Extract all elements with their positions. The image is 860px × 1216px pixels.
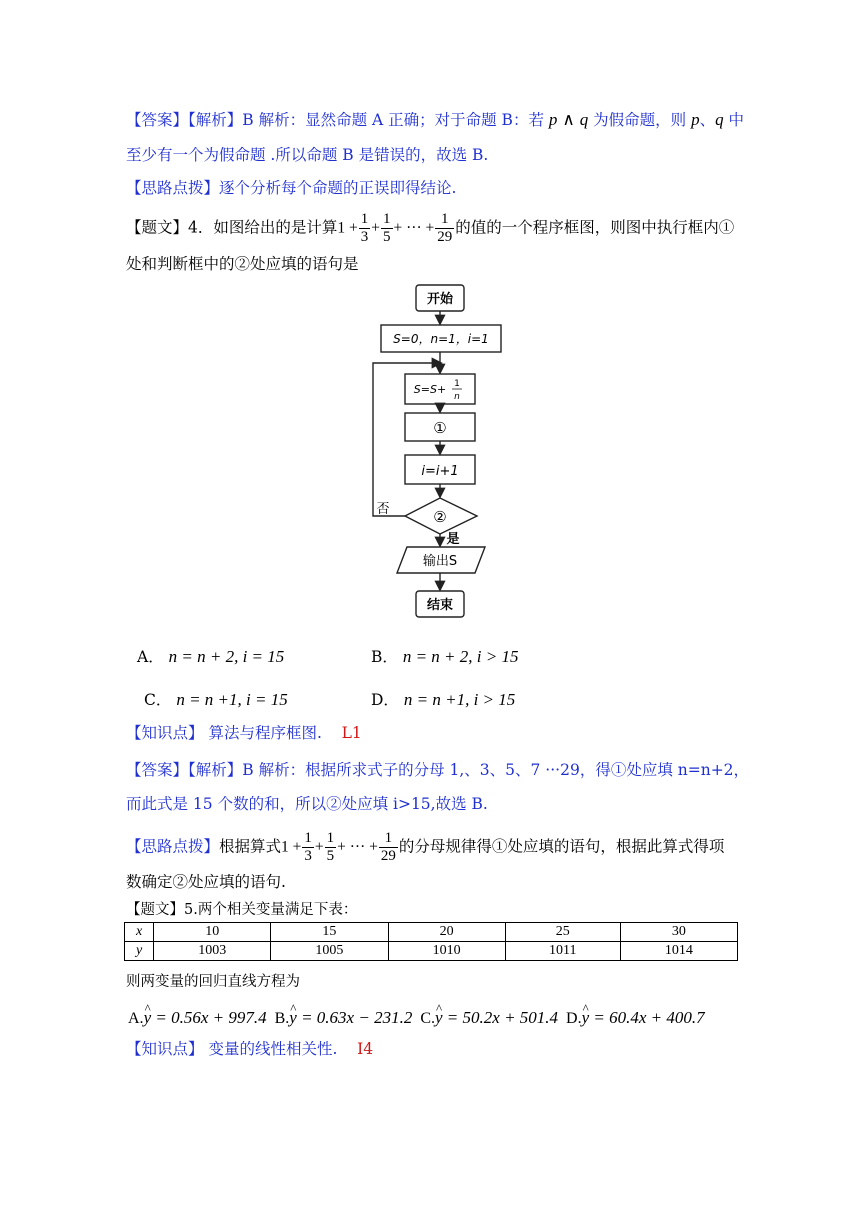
flowchart [330,280,530,625]
table-row-x: x 10 15 20 25 30 [125,923,738,942]
end-label: 结束 [426,598,454,613]
fraction-1-29: $\frac{1}{29}$ [437,211,453,245]
answer-line-1: 【答案】【解析】B 解析：显然命题 A 正确；对于命题 B：若 p ∧ q 为假命题，则 p、q 中 [126,110,745,129]
assign-label: S=S+ [413,383,447,396]
question-4-line-1: 【题文】4．如图给出的是计算1 + $\frac{1}{3}$ + $\frac{1}{5}$ + ··· + $\frac{1}{29}$ 的值的一个程序框图，则图中执行框内① [126,211,735,245]
hint-4-line-1: 【思路点拨】根据算式1 + $\frac{1}{3}$ + $\frac{1}{5}$ + ··· + $\frac{1}{29}$ 的分母规律得①处应填的语句，根据此算式得项 [126,830,725,864]
init-label: S=0，n=1，i=1 [393,332,489,346]
answer-text: B 解析：显然命题 A 正确；对于命题 B：若 [242,111,549,129]
answer-label: 【答案】【解析】 [126,111,243,129]
fraction-1-3: $\frac{1}{3}$ [360,211,369,245]
no-label: 否 [376,502,390,517]
question-5-title: 【题文】5.两个相关变量满足下表： [126,902,358,918]
start-label: 开始 [426,292,454,307]
yes-label: 是 [446,532,460,547]
svg-text:n: n [454,392,460,402]
knowledge-point-4: 【知识点】 算法与程序框图. L1 [126,724,362,742]
question-4-line-2: 处和判断框中的②处应填的语句是 [126,255,359,273]
option-d: D． n = n +1, i > 15 [371,690,516,709]
output-label: 输出S [422,554,458,569]
question-5-prompt: 则两变量的回归直线方程为 [126,974,300,990]
question-5-options: A.^ y = 0.56x + 997.4 B.^ y = 0.63x − 231.2 C.^ y = 50.2x + 501.4 D.^ y = 60.4x + 400.7 [128,1007,705,1030]
answer-4-line-1: 【答案】【解析】B 解析：根据所求式子的分母 1,、3、5、7 ···29，得①处应填 n=n+2， [126,761,750,779]
hint-4-line-2: 数确定②处应填的语句. [126,873,286,891]
step-1-label: ① [433,419,447,437]
option-b: B． n = n + 2, i > 15 [371,647,519,666]
svg-text:1: 1 [454,379,460,389]
increment-label: i=i+1 [421,464,459,479]
knowledge-point-5: 【知识点】 变量的线性相关性. I4 [126,1040,374,1058]
fraction-1-5: $\frac{1}{5}$ [383,211,391,245]
answer-4-line-2: 而此式是 15 个数的和，所以②处应填 i>15,故选 B. [126,795,488,813]
answer-line-2: 至少有一个为假命题 .所以命题 B 是错误的，故选 B. [126,146,489,164]
table-row-y: y 1003 1005 1010 1011 1014 [125,942,738,961]
hint-line-3 [126,177,456,199]
option-c: C． n = n +1, i = 15 [144,690,288,709]
decision-label: ② [433,508,447,526]
hint-text: 逐个分析每个命题的正误即得结论. [219,179,457,197]
hint-label: 【思路点拨】 [126,179,220,197]
data-table [124,922,738,961]
option-a: A． n = n + 2, i = 15 [137,647,285,666]
